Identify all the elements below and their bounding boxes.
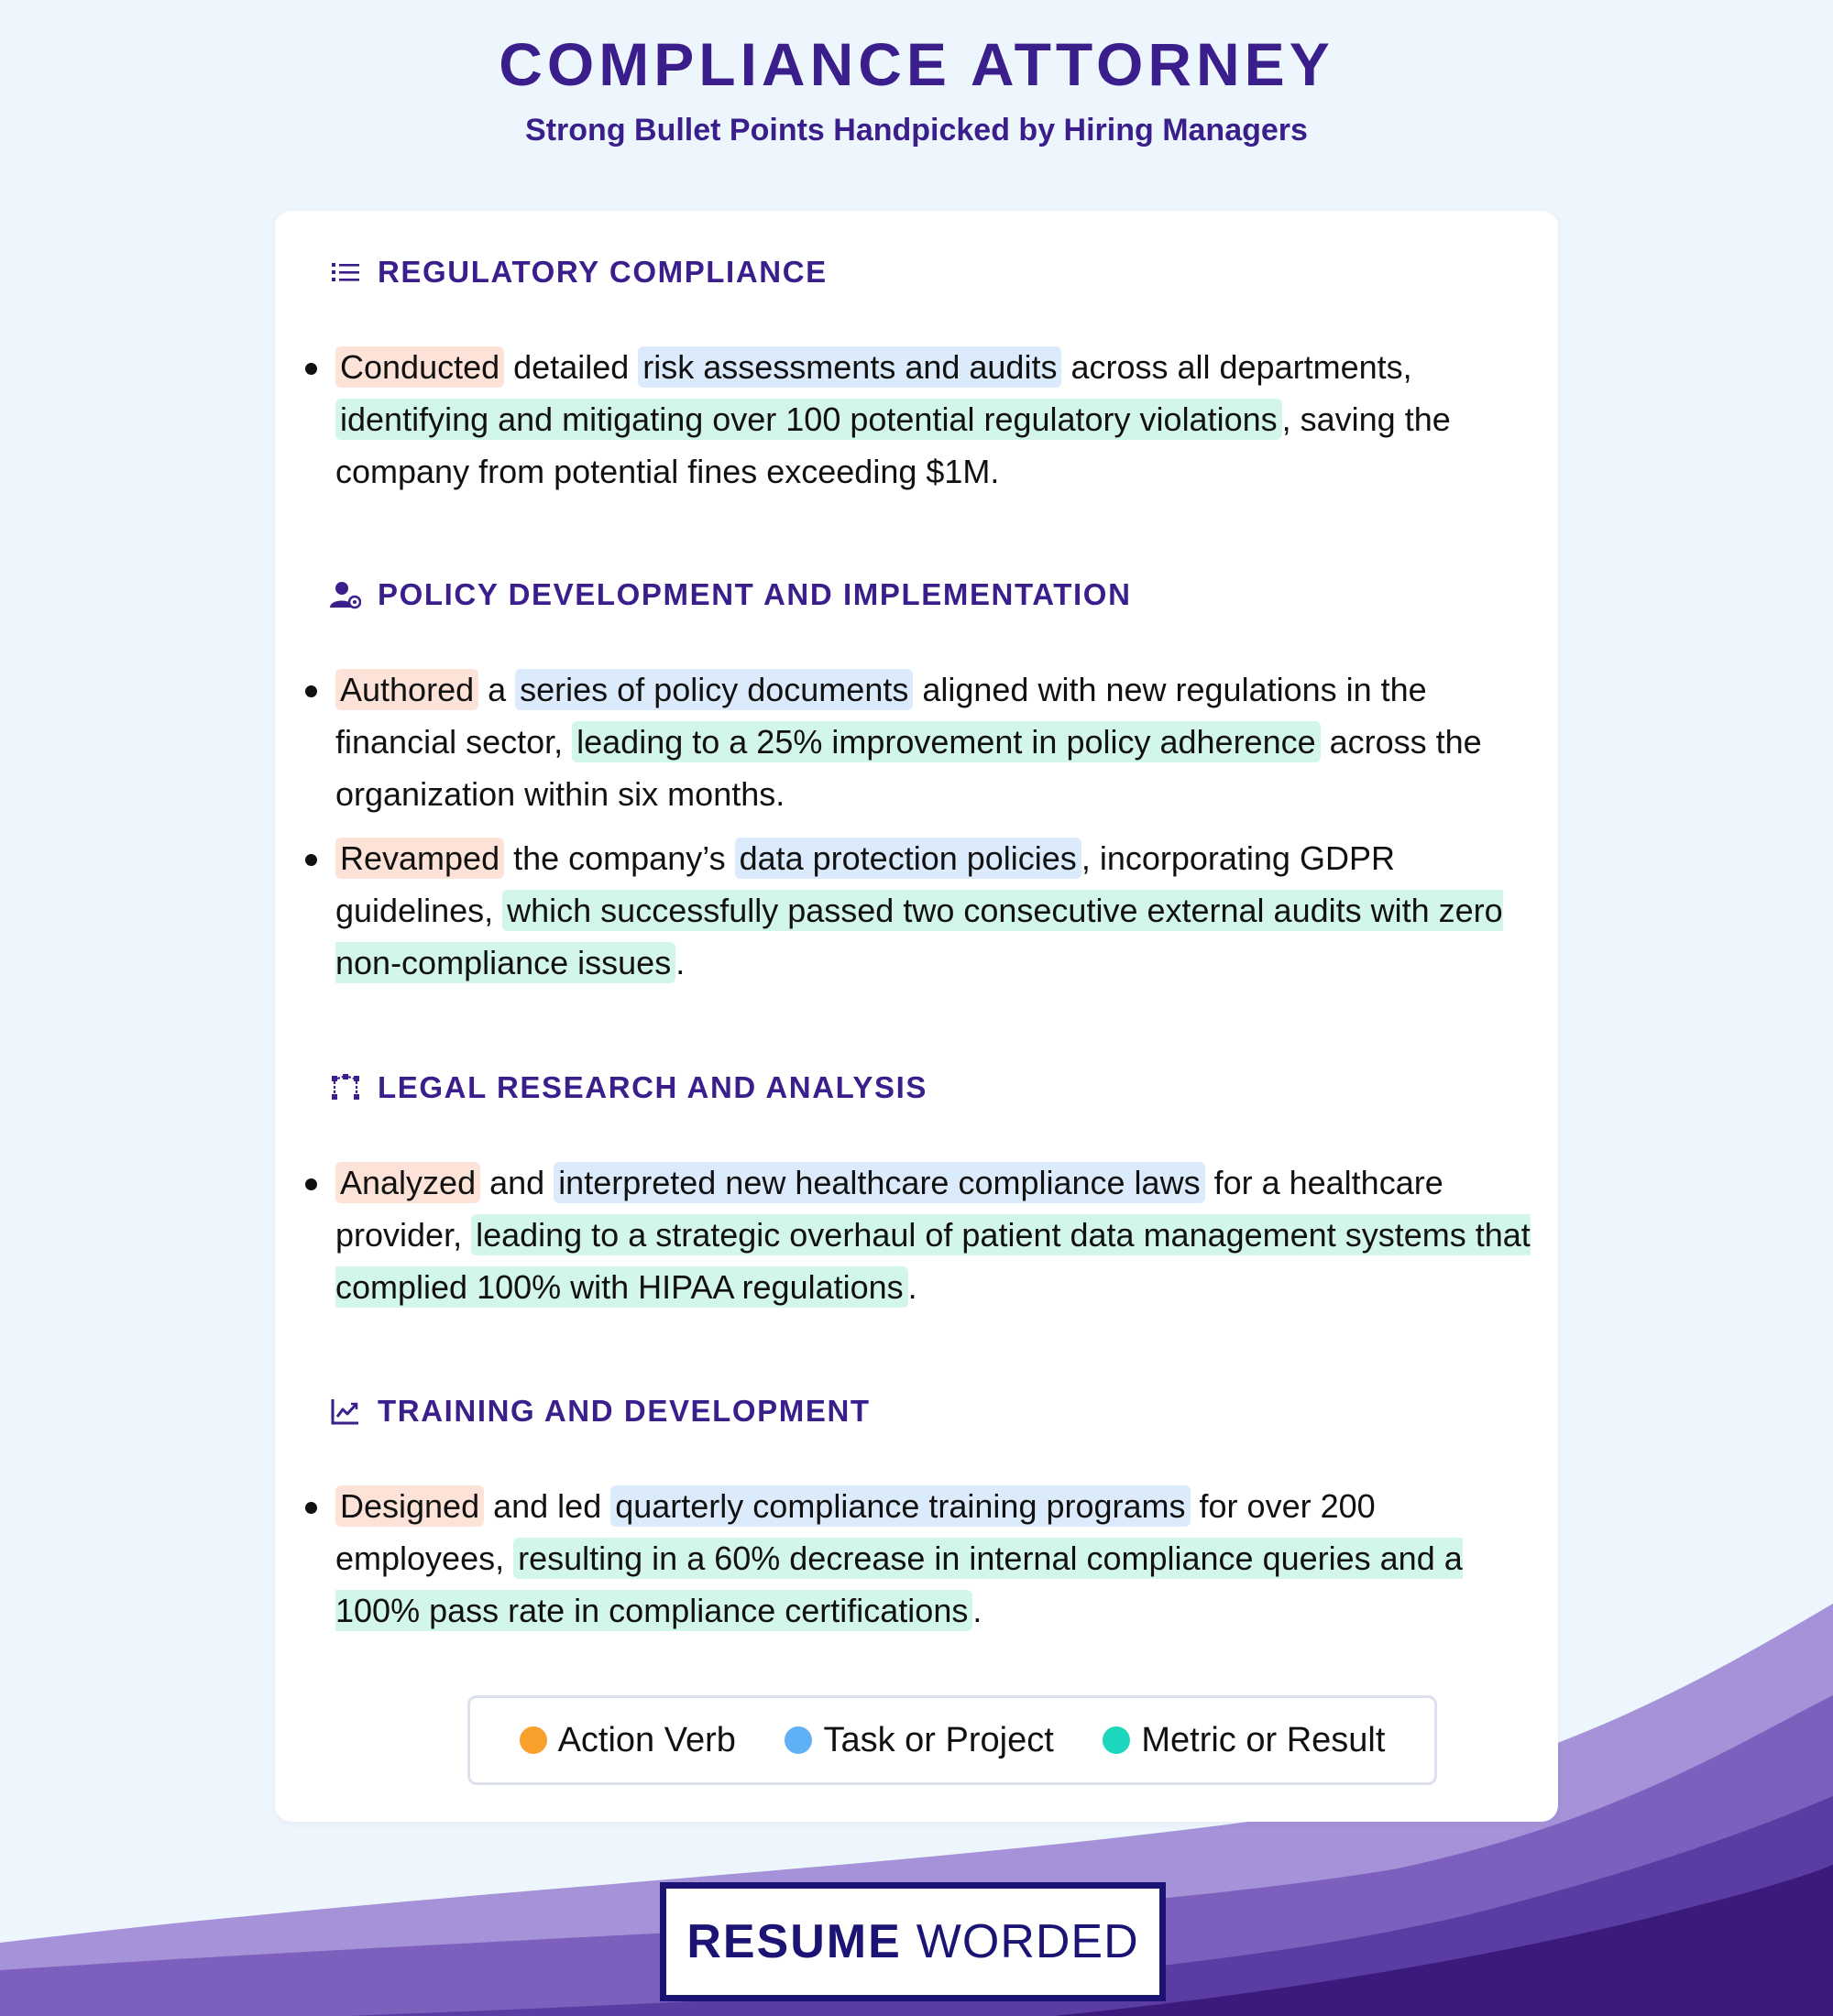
task-highlight: risk assessments and audits [638, 346, 1061, 388]
section-header [330, 1388, 871, 1434]
bullet-text: . [907, 1268, 917, 1306]
bullet-text: aligned with new regulations in the financial sector, [335, 671, 1427, 761]
metric-highlight: identifying and mitigating over 100 potential regulatory violations [335, 399, 1282, 440]
legend-item-task [785, 1721, 1053, 1760]
section-title: TRAINING AND DEVELOPMENT [378, 1394, 871, 1428]
action-verb-highlight: Designed [335, 1485, 484, 1527]
bullet-text: a [478, 671, 516, 708]
section-title: POLICY DEVELOPMENT AND IMPLEMENTATION [378, 577, 1132, 611]
legend-dot-orange [520, 1726, 547, 1754]
metric-highlight: leading to a strategic overhaul of patient data management systems that complied 100% with HIPAA regulations [335, 1216, 1531, 1306]
section-header [330, 1065, 927, 1111]
section-header [330, 572, 1132, 618]
bullet-text: detailed [504, 348, 639, 386]
action-verb-highlight: Revamped [335, 838, 504, 879]
bullet-text: . [972, 1592, 982, 1629]
metric-highlight: which successfully passed two consecutive external audits with zero non-compliance issues [335, 892, 1503, 981]
metric-highlight: resulting in a 60% decrease in internal compliance queries and a 100% pass rate in compliance certifications [335, 1539, 1463, 1629]
page-subtitle: Strong Bullet Points Handpicked by Hiring Managers [525, 113, 1308, 148]
bullet-text: for over 200 employees, [335, 1487, 1376, 1577]
brand-strong-text: RESUME [686, 1915, 902, 1968]
legend-item-action-verb [520, 1721, 736, 1760]
task-highlight: series of policy documents [515, 669, 913, 710]
list-icon [330, 257, 361, 288]
bullet-text: . [675, 944, 686, 981]
legend-label: Action Verb [557, 1720, 736, 1759]
bullet-point [275, 663, 1558, 820]
research-nodes-icon [330, 1072, 361, 1103]
legend-label: Task or Project [823, 1720, 1054, 1759]
bullet-point [275, 832, 1558, 989]
legend-item-metric [1103, 1721, 1385, 1760]
metric-highlight: leading to a 25% improvement in policy adherence [572, 721, 1320, 762]
bullet-list [275, 341, 1558, 509]
bullet-text: and led [484, 1487, 611, 1525]
task-highlight: interpreted new healthcare compliance laws [554, 1162, 1204, 1203]
action-verb-highlight: Conducted [335, 346, 504, 388]
legend-dot-teal [1103, 1726, 1130, 1754]
bullet-point [275, 341, 1558, 498]
bullet-list [275, 1156, 1558, 1325]
bullet-points-card [275, 211, 1558, 1822]
page-title: COMPLIANCE ATTORNEY [499, 30, 1334, 98]
bullet-text: , saving the company from potential fines exceeding $1M. [335, 400, 1451, 490]
bullet-text: across all departments, [1061, 348, 1412, 386]
bullet-text: , incorporating GDPR guidelines, [335, 839, 1395, 929]
bullet-point [275, 1480, 1558, 1637]
line-chart-icon [330, 1396, 361, 1427]
legend-label: Metric or Result [1141, 1720, 1386, 1759]
bullet-text: across the organization within six months. [335, 723, 1482, 813]
action-verb-highlight: Analyzed [335, 1162, 480, 1203]
bullet-text: for a healthcare provider, [335, 1164, 1443, 1254]
bullet-list [275, 1480, 1558, 1649]
brand-light-text: WORDED [916, 1915, 1139, 1968]
bullet-text: and [480, 1164, 554, 1201]
section-header [330, 249, 828, 295]
bullet-point [275, 1156, 1558, 1313]
section-title: REGULATORY COMPLIANCE [378, 255, 828, 289]
action-verb-highlight: Authored [335, 669, 478, 710]
highlight-legend [467, 1695, 1437, 1785]
resume-worded-logo [660, 1882, 1166, 2001]
bullet-text: the company’s [504, 839, 735, 877]
bullet-list [275, 663, 1558, 1001]
section-title: LEGAL RESEARCH AND ANALYSIS [378, 1070, 927, 1104]
legend-dot-blue [785, 1726, 812, 1754]
user-policy-icon [330, 579, 361, 610]
task-highlight: quarterly compliance training programs [610, 1485, 1190, 1527]
task-highlight: data protection policies [735, 838, 1081, 879]
